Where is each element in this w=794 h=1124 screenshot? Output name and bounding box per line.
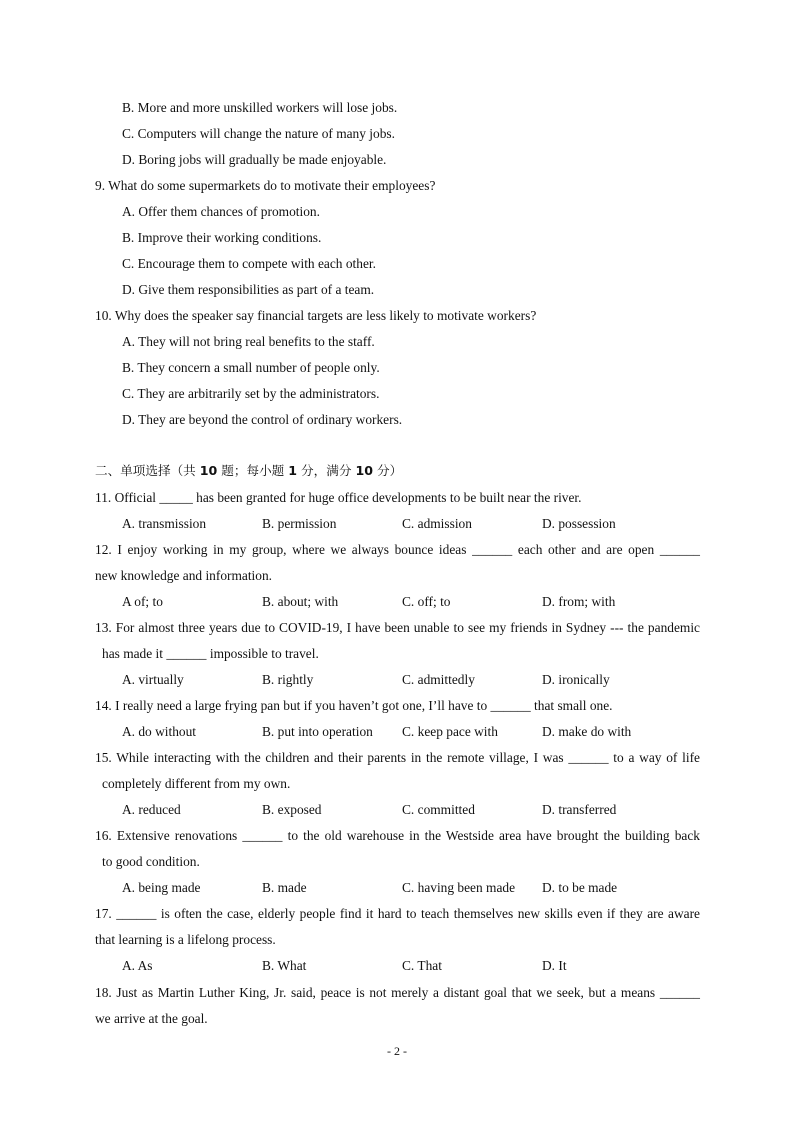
option-9b: B. Improve their working conditions. — [122, 230, 322, 245]
option-13a: A. virtually — [122, 672, 184, 687]
question-9-stem: 9. What do some supermarkets do to motivate their employees? — [95, 178, 436, 193]
option-15c: C. committed — [402, 802, 475, 817]
question-18-stem-line1: 18. Just as Martin Luther King, Jr. said, peace is not merely a distant goal that we seek, but a means ______ — [95, 985, 700, 1000]
section-heading: 二、单项选择（共 10 题；每小题 1 分，满分 10 分） — [95, 463, 403, 478]
option-16b: B. made — [262, 880, 307, 895]
option-12c: C. off; to — [402, 594, 451, 609]
question-15-stem-line2: completely different from my own. — [102, 776, 291, 791]
option-13d: D. ironically — [542, 672, 610, 687]
question-13-stem-line2: has made it ______ impossible to travel. — [102, 646, 319, 661]
option-9d: D. Give them responsibilities as part of a team. — [122, 282, 375, 297]
option-17b: B. What — [262, 958, 307, 973]
question-12-stem-line2: new knowledge and information. — [95, 568, 273, 583]
option-15a: A. reduced — [122, 802, 181, 817]
question-15-stem-line1: 15. While interacting with the children and their parents in the remote village, I was ______ to a way of life — [95, 750, 700, 765]
option-10a: A. They will not bring real benefits to the staff. — [122, 334, 375, 349]
option-16a: A. being made — [122, 880, 201, 895]
option-11b: B. permission — [262, 516, 337, 531]
option-8b: B. More and more unskilled workers will lose jobs. — [122, 100, 398, 115]
option-12b: B. about; with — [262, 594, 339, 609]
option-11a: A. transmission — [122, 516, 207, 531]
option-16d: D. to be made — [542, 880, 618, 895]
option-17c: C. That — [402, 958, 442, 973]
question-12-stem-line1: 12. I enjoy working in my group, where we always bounce ideas ______ each other and are open ______ — [95, 542, 700, 557]
option-10b: B. They concern a small number of people only. — [122, 360, 380, 375]
option-12d: D. from; with — [542, 594, 616, 609]
question-16-stem-line1: 16. Extensive renovations ______ to the old warehouse in the Westside area have brought the building back — [95, 828, 700, 843]
option-9a: A. Offer them chances of promotion. — [122, 204, 320, 219]
option-15d: D. transferred — [542, 802, 617, 817]
option-12a: A of; to — [122, 594, 163, 609]
question-11-stem: 11. Official _____ has been granted for huge office developments to be built near the river. — [95, 490, 582, 505]
question-10-stem: 10. Why does the speaker say financial targets are less likely to motivate workers? — [95, 308, 537, 323]
option-9c: C. Encourage them to compete with each other. — [122, 256, 376, 271]
option-8c: C. Computers will change the nature of many jobs. — [122, 126, 395, 141]
option-8d: D. Boring jobs will gradually be made enjoyable. — [122, 152, 387, 167]
question-17-stem-line2: that learning is a lifelong process. — [95, 932, 276, 947]
question-13-stem-line1: 13. For almost three years due to COVID-19, I have been unable to see my friends in Sydney --- the pandemic — [95, 620, 700, 635]
option-17a: A. As — [122, 958, 153, 973]
page-number: - 2 - — [387, 1044, 407, 1058]
question-14-stem: 14. I really need a large frying pan but if you haven’t got one, I’ll have to ______ that small one. — [95, 698, 613, 713]
option-15b: B. exposed — [262, 802, 322, 817]
option-11d: D. possession — [542, 516, 616, 531]
option-14d: D. make do with — [542, 724, 632, 739]
option-14b: B. put into operation — [262, 724, 373, 739]
option-14a: A. do without — [122, 724, 197, 739]
question-16-stem-line2: to good condition. — [102, 854, 200, 869]
option-10d: D. They are beyond the control of ordinary workers. — [122, 412, 403, 427]
option-10c: C. They are arbitrarily set by the administrators. — [122, 386, 380, 401]
option-13c: C. admittedly — [402, 672, 475, 687]
question-17-stem-line1: 17. ______ is often the case, elderly people find it hard to teach themselves new skills even if they are aware — [95, 906, 700, 921]
option-11c: C. admission — [402, 516, 472, 531]
question-18-stem-line2: we arrive at the goal. — [95, 1011, 208, 1026]
option-14c: C. keep pace with — [402, 724, 498, 739]
option-17d: D. It — [542, 958, 567, 973]
option-16c: C. having been made — [402, 880, 516, 895]
option-13b: B. rightly — [262, 672, 314, 687]
